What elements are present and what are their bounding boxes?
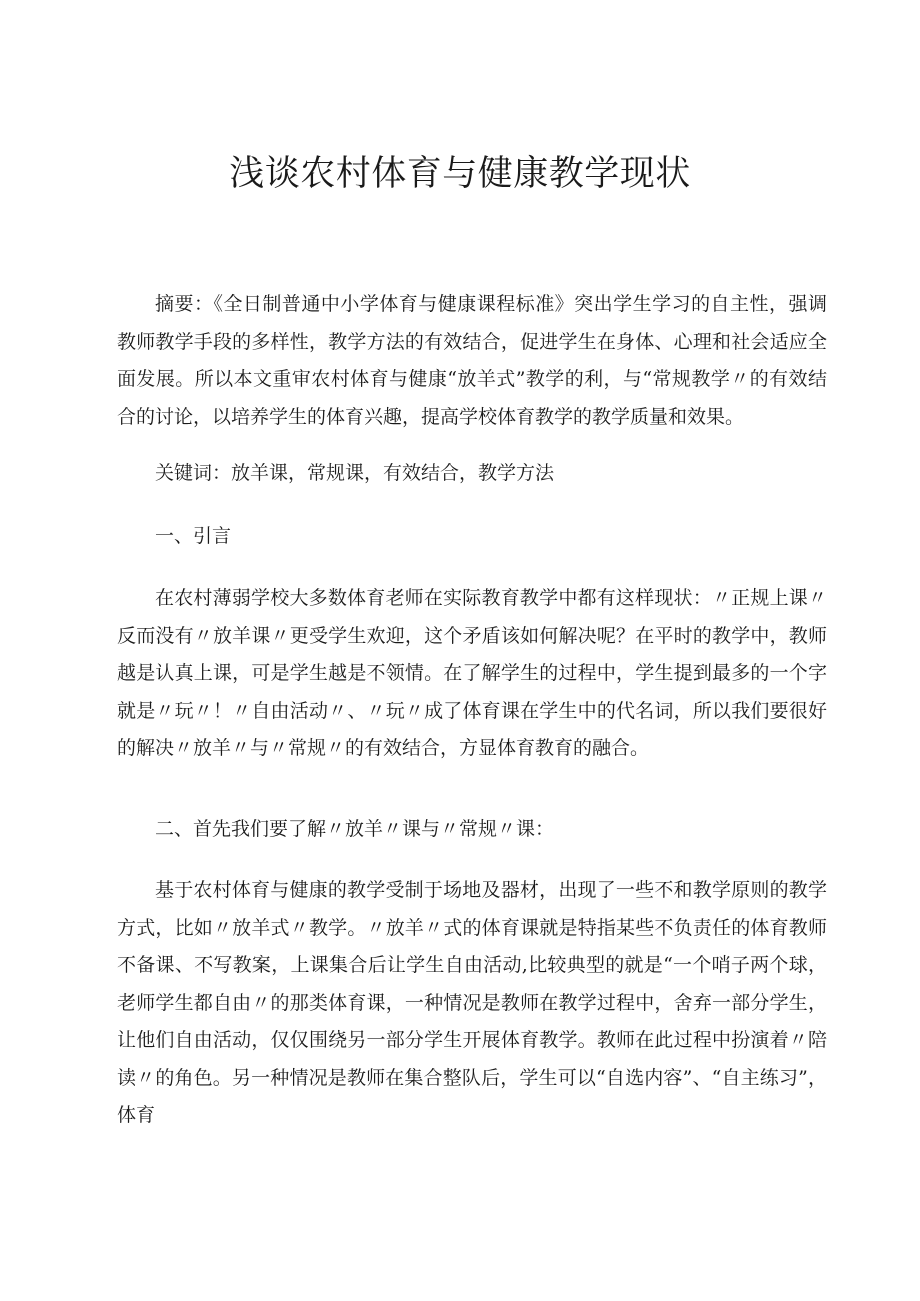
section-two-paragraph: 基于农村体育与健康的教学受制于场地及器材，出现了一些不和教学原则的教学方式，比如〃放羊式〃教学。〃放羊〃式的体育课就是特指某些不负责任的体育教师不备课、不写教案，上课集合后让学生自由活动,比较典型的就是“一个哨子两个球，老师学生都自由〃的那类体育课，一种情况是教师在教学过程中，舍弃一部分学生，让他们自由活动，仅仅围绕另一部分学生开展体育教学。教师在此过程中扮演着〃陪读〃的角色。另一种情况是教师在集合整队后，学生可以“自选内容”、“自主练习”，体育 xyxy=(117,879,827,1126)
introduction-paragraph: 在农村薄弱学校大多数体育老师在实际教育教学中都有这样现状：〃正规上课〃反而没有〃放羊课〃更受学生欢迎，这个矛盾该如何解决呢？在平时的教学中，教师越是认真上课，可是学生越是不领情。在了解学生的过程中，学生提到最多的一个字就是〃玩〃！〃自由活动〃、〃玩〃成了体育课在学生中的代名词，所以我们要很好的解决〃放羊〃与〃常规〃的有效结合，方显体育教育的融合。 xyxy=(117,587,827,759)
keywords-line: 关键词：放羊课，常规课，有效结合，教学方法 xyxy=(155,462,555,484)
section-heading-two: 二、首先我们要了解〃放羊〃课与〃常规〃课： xyxy=(155,818,555,840)
abstract-paragraph: 摘要：《全日制普通中小学体育与健康课程标准》突出学生学习的自主性，强调教师教学手段的多样性，教学方法的有效结合，促进学生在身体、心理和社会适应全面发展。所以本文重审农村体育与健康“放羊式”教学的利，与“常规教学〃的有效结合的讨论，以培养学生的体育兴趣，提高学校体育教学的教学质量和效果。 xyxy=(117,293,827,428)
section-heading-introduction: 一、引言 xyxy=(155,525,232,547)
document-title: 浅谈农村体育与健康教学现状 xyxy=(229,154,691,194)
